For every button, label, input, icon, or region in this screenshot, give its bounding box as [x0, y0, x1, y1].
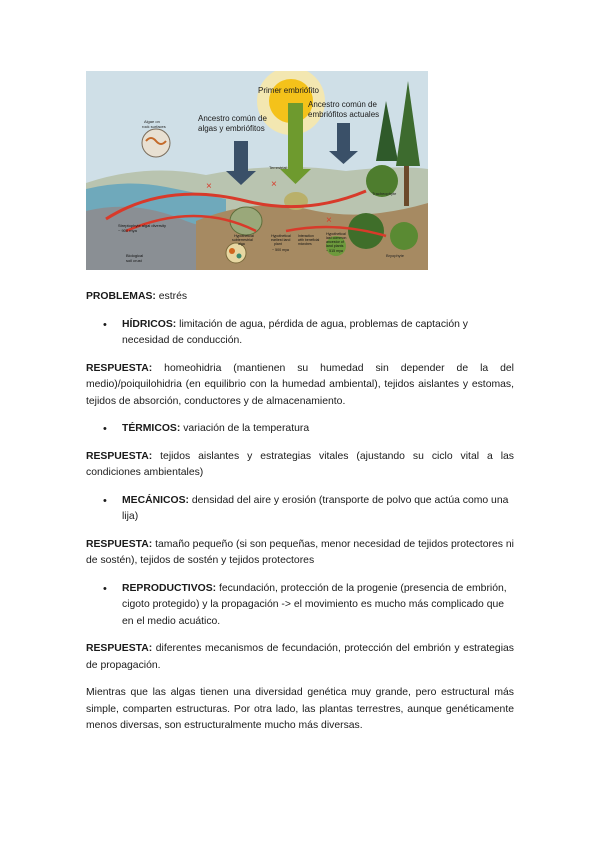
label-hypo-alga-1: Hypothetical — [234, 234, 254, 238]
bullet-termicos: • TÉRMICOS: variación de la temperatura — [86, 421, 514, 438]
label-hypo-earliest-2: earliest land — [271, 238, 291, 242]
respuesta-termicos: RESPUESTA: tejidos aislantes y estrategias vitales (ajustando su ciclo vital a las condiciones ambientales) — [86, 450, 514, 478]
label-interaction-2: with beneficial — [298, 238, 320, 242]
subterrestrial-alga-blob — [230, 207, 262, 235]
svg-text:×: × — [206, 181, 212, 192]
soil-crust-inset — [226, 243, 246, 263]
label-ancestro-algas-1: Ancestro común de — [198, 114, 267, 123]
label-algae-rock-1: Algae on — [144, 119, 160, 124]
respuesta-mecanicos: RESPUESTA: tamaño pequeño (si son pequeñas, menor necesidad de tejidos protectores ni de sostén), tejidos de sostén y tejidos protectores — [86, 538, 514, 566]
document-body — [86, 289, 514, 746]
label-hypo-earliest-4: ~ 500 mya — [272, 248, 289, 252]
evolution-figure — [86, 71, 428, 270]
label-interaction-1: Interaction — [298, 234, 314, 238]
label-hypo-last-3: ancestor of — [326, 240, 344, 244]
label-biological-1: Biological — [126, 253, 144, 258]
label-algae-rock-2: rock surfaces — [142, 124, 166, 129]
label-streptophyte-2: ~ 900 mya — [118, 228, 137, 233]
label-terrestrial: Terrestrial — [269, 165, 287, 170]
bullet-icon: • — [103, 582, 107, 595]
label-tracheophyte: Tracheophyte — [372, 191, 397, 196]
bullet-hidricos: • HÍDRICOS: limitación de agua, pérdida de agua, problemas de captación y necesidad de conducción. — [103, 318, 468, 346]
cross-mark-icon: × — [271, 179, 277, 190]
problemas-heading: PROBLEMAS: estrés — [86, 291, 188, 302]
bullet-icon: • — [103, 318, 107, 331]
evolution-diagram — [86, 71, 428, 270]
label-hypo-earliest-3: plant — [274, 242, 282, 246]
bullet-icon: • — [103, 423, 107, 435]
respuesta-hidricos: RESPUESTA: homeohidria (mantienen su humedad sin depender de la del medio)/poiquilohidria (en equilibrio con la humedad ambiental), tejidos aislantes y estomas, tejidos de absorción, conductores y de almacenamiento. — [86, 362, 514, 407]
respuesta-reproductivos: RESPUESTA: diferentes mecanismos de fecundación, protección del embrión y estrategias de propagación. — [86, 643, 514, 671]
label-streptophyte-1: Streptophyte algal diversity — [118, 223, 167, 228]
bullet-reproductivos: • REPRODUCTIVOS: fecundación, protección de la progenie (presencia de embrión, cigoto protegido) y la propagación -> el movimiento es mucho más complicado que en el medio acuático. — [103, 582, 507, 627]
conclusion-paragraph: Mientras que las algas tienen una diversidad genética muy grande, pero estructural más simple, comparten estructuras. Por otra lado, las plantas terrestres, aunque genéticamente menos diversas, son estructuralmente mucho más diversas. — [86, 687, 514, 731]
label-primer-embriofito: Primer embriófito — [258, 86, 319, 95]
label-hypo-last-4: land plants — [326, 244, 344, 248]
bullet-mecanicos: • MECÁNICOS: densidad del aire y erosión (transporte de polvo que actúa como una lija) — [103, 494, 509, 522]
label-ancestro-algas-2: algas y embriófitos — [198, 124, 265, 133]
label-hypo-last-5: ~ 515 mya — [326, 249, 343, 253]
label-ancestro-actuales-1: Ancestro común de — [308, 100, 377, 109]
label-hypo-earliest-1: Hypothetical — [271, 234, 291, 238]
label-interaction-3: microbes — [298, 242, 312, 246]
label-hypo-last-2: last common — [326, 236, 347, 240]
algae-rock-inset — [142, 129, 170, 157]
label-biological-2: soil crust — [126, 258, 142, 263]
label-hypo-last-1: Hypothetical — [326, 232, 346, 236]
label-hypo-alga-2: subterrestrial — [232, 238, 253, 242]
bullet-icon: • — [103, 494, 107, 507]
label-ancestro-actuales-2: embriófitos actuales — [308, 110, 380, 119]
svg-text:×: × — [326, 215, 332, 226]
label-hypo-alga-3: alga — [238, 242, 245, 246]
label-bryophyte: Bryophyte — [386, 253, 405, 258]
